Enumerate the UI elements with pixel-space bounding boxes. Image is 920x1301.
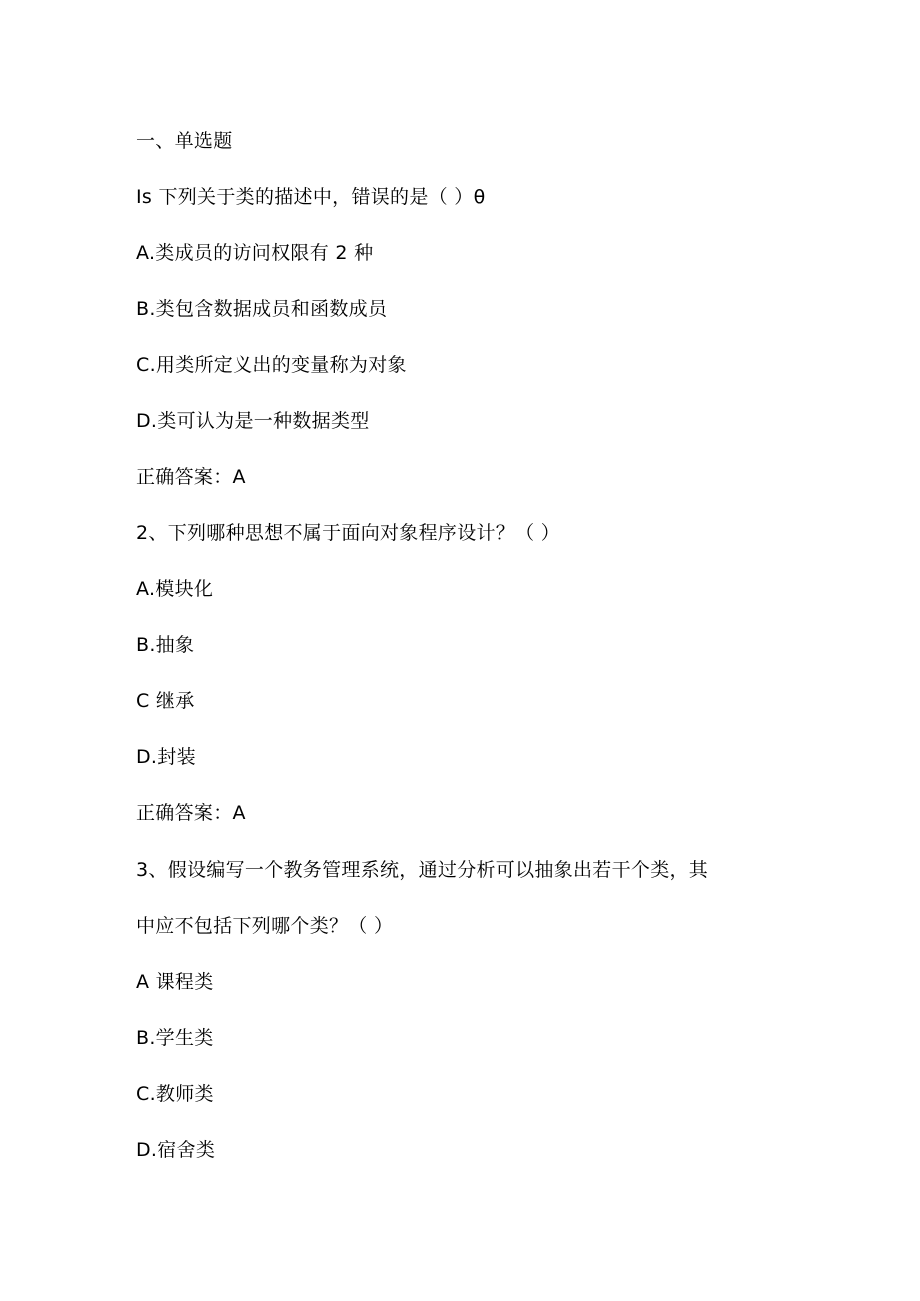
question-2-answer: 正确答案：A xyxy=(136,802,246,824)
section-title: 一、单选题 xyxy=(136,130,233,152)
question-1-option-c: C.用类所定义出的变量称为对象 xyxy=(136,354,407,376)
question-1-option-d: D.类可认为是一种数据类型 xyxy=(136,410,370,432)
question-2-option-b: B.抽象 xyxy=(136,634,195,656)
question-3-stem-line-1: 3、假设编写一个教务管理系统，通过分析可以抽象出若干个类，其 xyxy=(136,859,709,881)
question-1-answer: 正确答案：A xyxy=(136,466,246,488)
question-1-option-b: B.类包含数据成员和函数成员 xyxy=(136,298,388,320)
question-2-stem: 2、下列哪种思想不属于面向对象程序设计？（ ） xyxy=(136,522,561,544)
question-3-stem-line-2: 中应不包括下列哪个类？（ ） xyxy=(136,915,394,937)
question-1-option-a: A.类成员的访问权限有 2 种 xyxy=(136,242,374,264)
question-1-stem: Is 下列关于类的描述中，错误的是（ ）θ xyxy=(136,186,486,208)
question-2-option-d: D.封装 xyxy=(136,746,196,768)
question-3-option-a: A 课程类 xyxy=(136,971,214,993)
question-3-option-c: C.教师类 xyxy=(136,1083,214,1105)
question-3-option-d: D.宿舍类 xyxy=(136,1139,216,1161)
question-3-option-b: B.学生类 xyxy=(136,1027,214,1049)
question-2-option-c: C 继承 xyxy=(136,690,195,712)
question-2-option-a: A.模块化 xyxy=(136,578,214,600)
